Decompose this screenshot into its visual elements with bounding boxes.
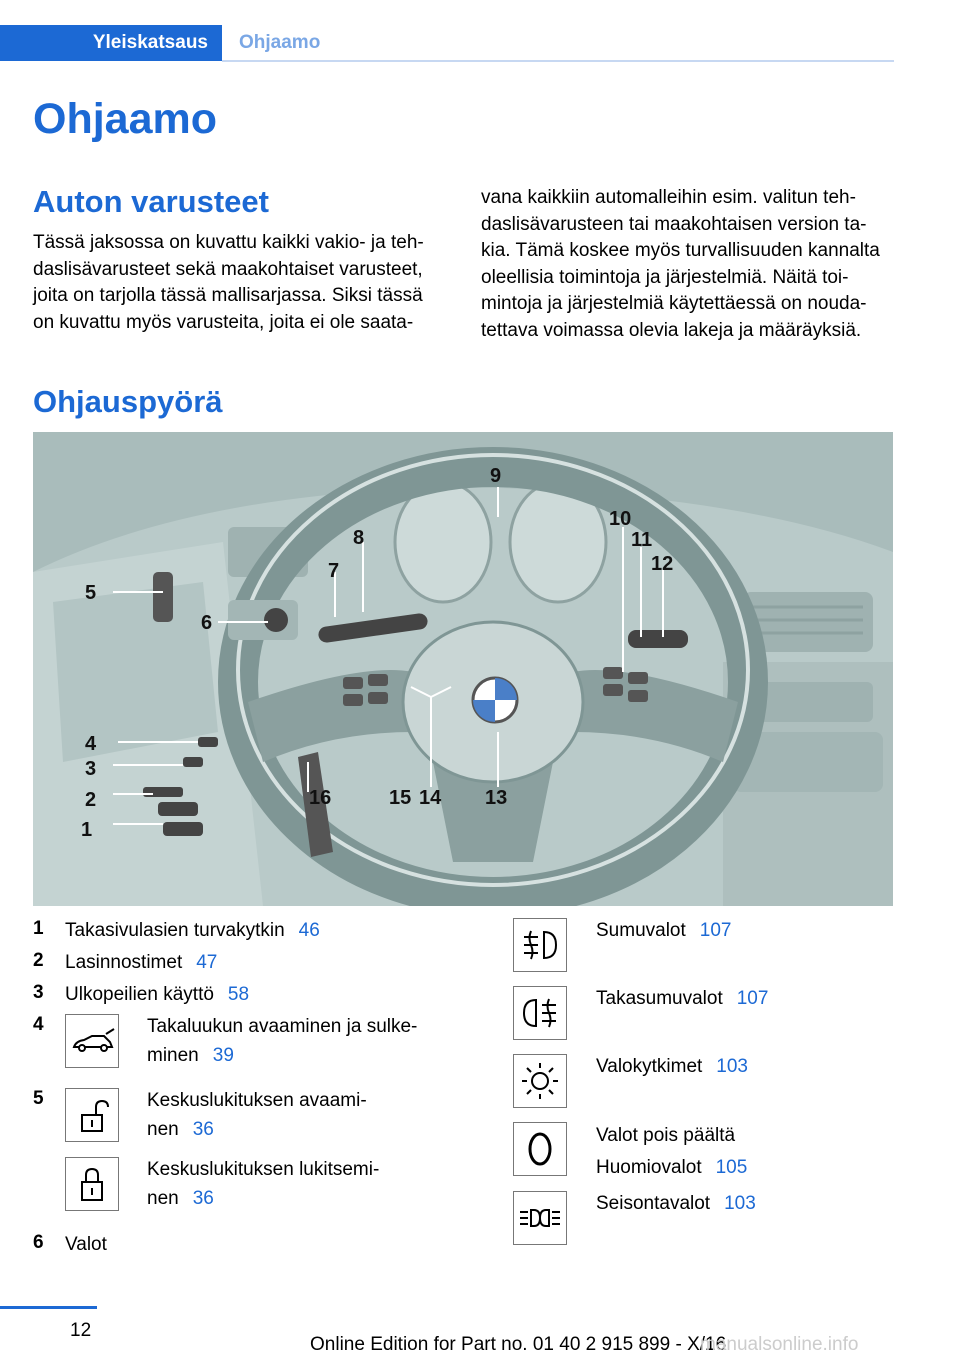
item-text <box>596 1189 756 1218</box>
tab-underline <box>222 60 894 62</box>
text-line: joita on tarjolla tässä mallisarjassa. Siksi tässä <box>33 285 423 306</box>
footer-accent-line <box>0 1306 97 1309</box>
light-switch-icon <box>513 1054 567 1108</box>
item-label-cont: nen <box>147 1188 179 1209</box>
lock-icon <box>65 1157 119 1211</box>
item-text <box>596 984 768 1013</box>
callout-1: 1 <box>81 819 93 841</box>
item-number: 3 <box>33 982 44 1003</box>
item-label: Keskuslukituksen avaami‐ <box>147 1090 367 1111</box>
cockpit-illustration <box>33 432 893 906</box>
item-text <box>65 916 320 945</box>
callout-15: 15 <box>389 787 412 809</box>
page-link[interactable]: 103 <box>716 1056 748 1077</box>
item-label-cont: Huomiovalot <box>596 1157 702 1178</box>
section-heading-ohjauspyora: Ohjauspyörä <box>33 384 223 419</box>
callout-9: 9 <box>490 465 502 487</box>
item-label: Seisontavalot <box>596 1193 711 1214</box>
callout-6: 6 <box>201 612 213 634</box>
item-label-cont: nen <box>147 1119 179 1140</box>
item-number: 2 <box>33 950 44 971</box>
parking-light-icon <box>513 1191 567 1245</box>
item-number: 6 <box>33 1232 44 1253</box>
item-label-cont: minen <box>147 1045 199 1066</box>
front-fog-light-icon <box>513 918 567 972</box>
intro-column-left <box>33 230 453 336</box>
item-label: Sumuvalot <box>596 920 686 941</box>
item-label: Valot pois päältä <box>596 1125 736 1146</box>
item-text <box>65 948 217 977</box>
page-link[interactable]: 36 <box>192 1188 214 1209</box>
tab-ohjaamo[interactable]: Ohjaamo <box>239 32 321 53</box>
item-number: 4 <box>33 1014 44 1035</box>
item-text <box>596 916 731 945</box>
page-link[interactable]: 107 <box>736 988 769 1009</box>
page-title: Ohjaamo <box>33 95 217 143</box>
item-text <box>147 1086 367 1144</box>
item-text <box>596 1120 747 1184</box>
callout-16: 16 <box>309 787 332 809</box>
text-line: mintoja ja järjestelmiä käytettäessä on nouda‐ <box>481 293 867 314</box>
callout-2: 2 <box>85 789 97 811</box>
text-line: vana kaikkiin automalleihin esim. valitun teh‐ <box>481 187 856 208</box>
callout-4: 4 <box>85 733 97 755</box>
item-label: Keskuslukituksen lukitsemi‐ <box>147 1159 380 1180</box>
unlock-icon <box>65 1088 119 1142</box>
item-text <box>65 980 249 1009</box>
page-link[interactable]: 107 <box>699 920 732 941</box>
item-label: Takasumuvalot <box>596 988 723 1009</box>
page-link[interactable]: 36 <box>192 1119 214 1140</box>
page-link[interactable]: 46 <box>298 920 320 941</box>
text-line: on kuvattu myös varusteita, joita ei ole saata‐ <box>33 311 414 333</box>
callout-14: 14 <box>419 787 442 809</box>
legend-right <box>513 918 913 1248</box>
section-heading-auton-varusteet: Auton varusteet <box>33 184 269 219</box>
item-number: 1 <box>33 918 44 939</box>
page-link[interactable]: 103 <box>724 1193 756 1214</box>
callout-11: 11 <box>631 529 653 551</box>
tab-yleiskatsaus[interactable]: Yleiskatsaus <box>0 25 222 61</box>
item-number: 5 <box>33 1088 44 1109</box>
text-line: daslisävarusteet sekä maakohtaiset varusteet, <box>33 258 423 280</box>
callout-3: 3 <box>85 758 97 780</box>
rear-fog-light-icon <box>513 986 567 1040</box>
callout-10: 10 <box>609 508 632 530</box>
item-text <box>147 1012 417 1070</box>
header-tabs <box>0 25 960 61</box>
callout-5: 5 <box>85 582 97 604</box>
edition-note: Online Edition for Part no. 01 40 2 915 899 - X/16 <box>310 1334 727 1355</box>
legend-left <box>33 918 463 1258</box>
page-link[interactable]: 47 <box>196 952 218 973</box>
car-tailgate-icon <box>65 1014 119 1068</box>
item-label: Takasivulasien turvakytkin <box>65 920 285 941</box>
callout-8: 8 <box>353 527 365 549</box>
callout-12: 12 <box>651 553 674 575</box>
item-text <box>596 1052 748 1081</box>
zero-icon <box>513 1122 567 1176</box>
text-line: oleellisia toimintoja ja järjestelmiä. Näitä toi‐ <box>481 266 849 288</box>
callout-7: 7 <box>328 560 340 582</box>
item-label: Valot <box>65 1234 107 1255</box>
page-link[interactable]: 39 <box>212 1045 234 1066</box>
watermark: manualsonline.info <box>700 1334 859 1355</box>
item-label: Valokytkimet <box>596 1056 703 1077</box>
intro-column-right <box>481 185 901 344</box>
text-line: tettava voimassa olevia lakeja ja määräyksiä. <box>481 319 862 341</box>
text-line: kia. Tämä koskee myös turvallisuuden kannalta <box>481 240 880 261</box>
item-text <box>147 1155 379 1213</box>
item-label: Lasinnostimet <box>65 952 183 973</box>
page-number: 12 <box>70 1320 92 1341</box>
item-label: Ulkopeilien käyttö <box>65 984 214 1005</box>
text-line: daslisävarusteen tai maakohtaisen version ta‐ <box>481 213 867 235</box>
callout-13: 13 <box>485 787 508 809</box>
item-label: Takaluukun avaaminen ja sulke‐ <box>147 1016 418 1037</box>
text-line: Tässä jaksossa on kuvattu kaikki vakio- ja teh‐ <box>33 232 424 253</box>
page-link[interactable]: 105 <box>715 1157 748 1178</box>
page-link[interactable]: 58 <box>227 984 250 1005</box>
